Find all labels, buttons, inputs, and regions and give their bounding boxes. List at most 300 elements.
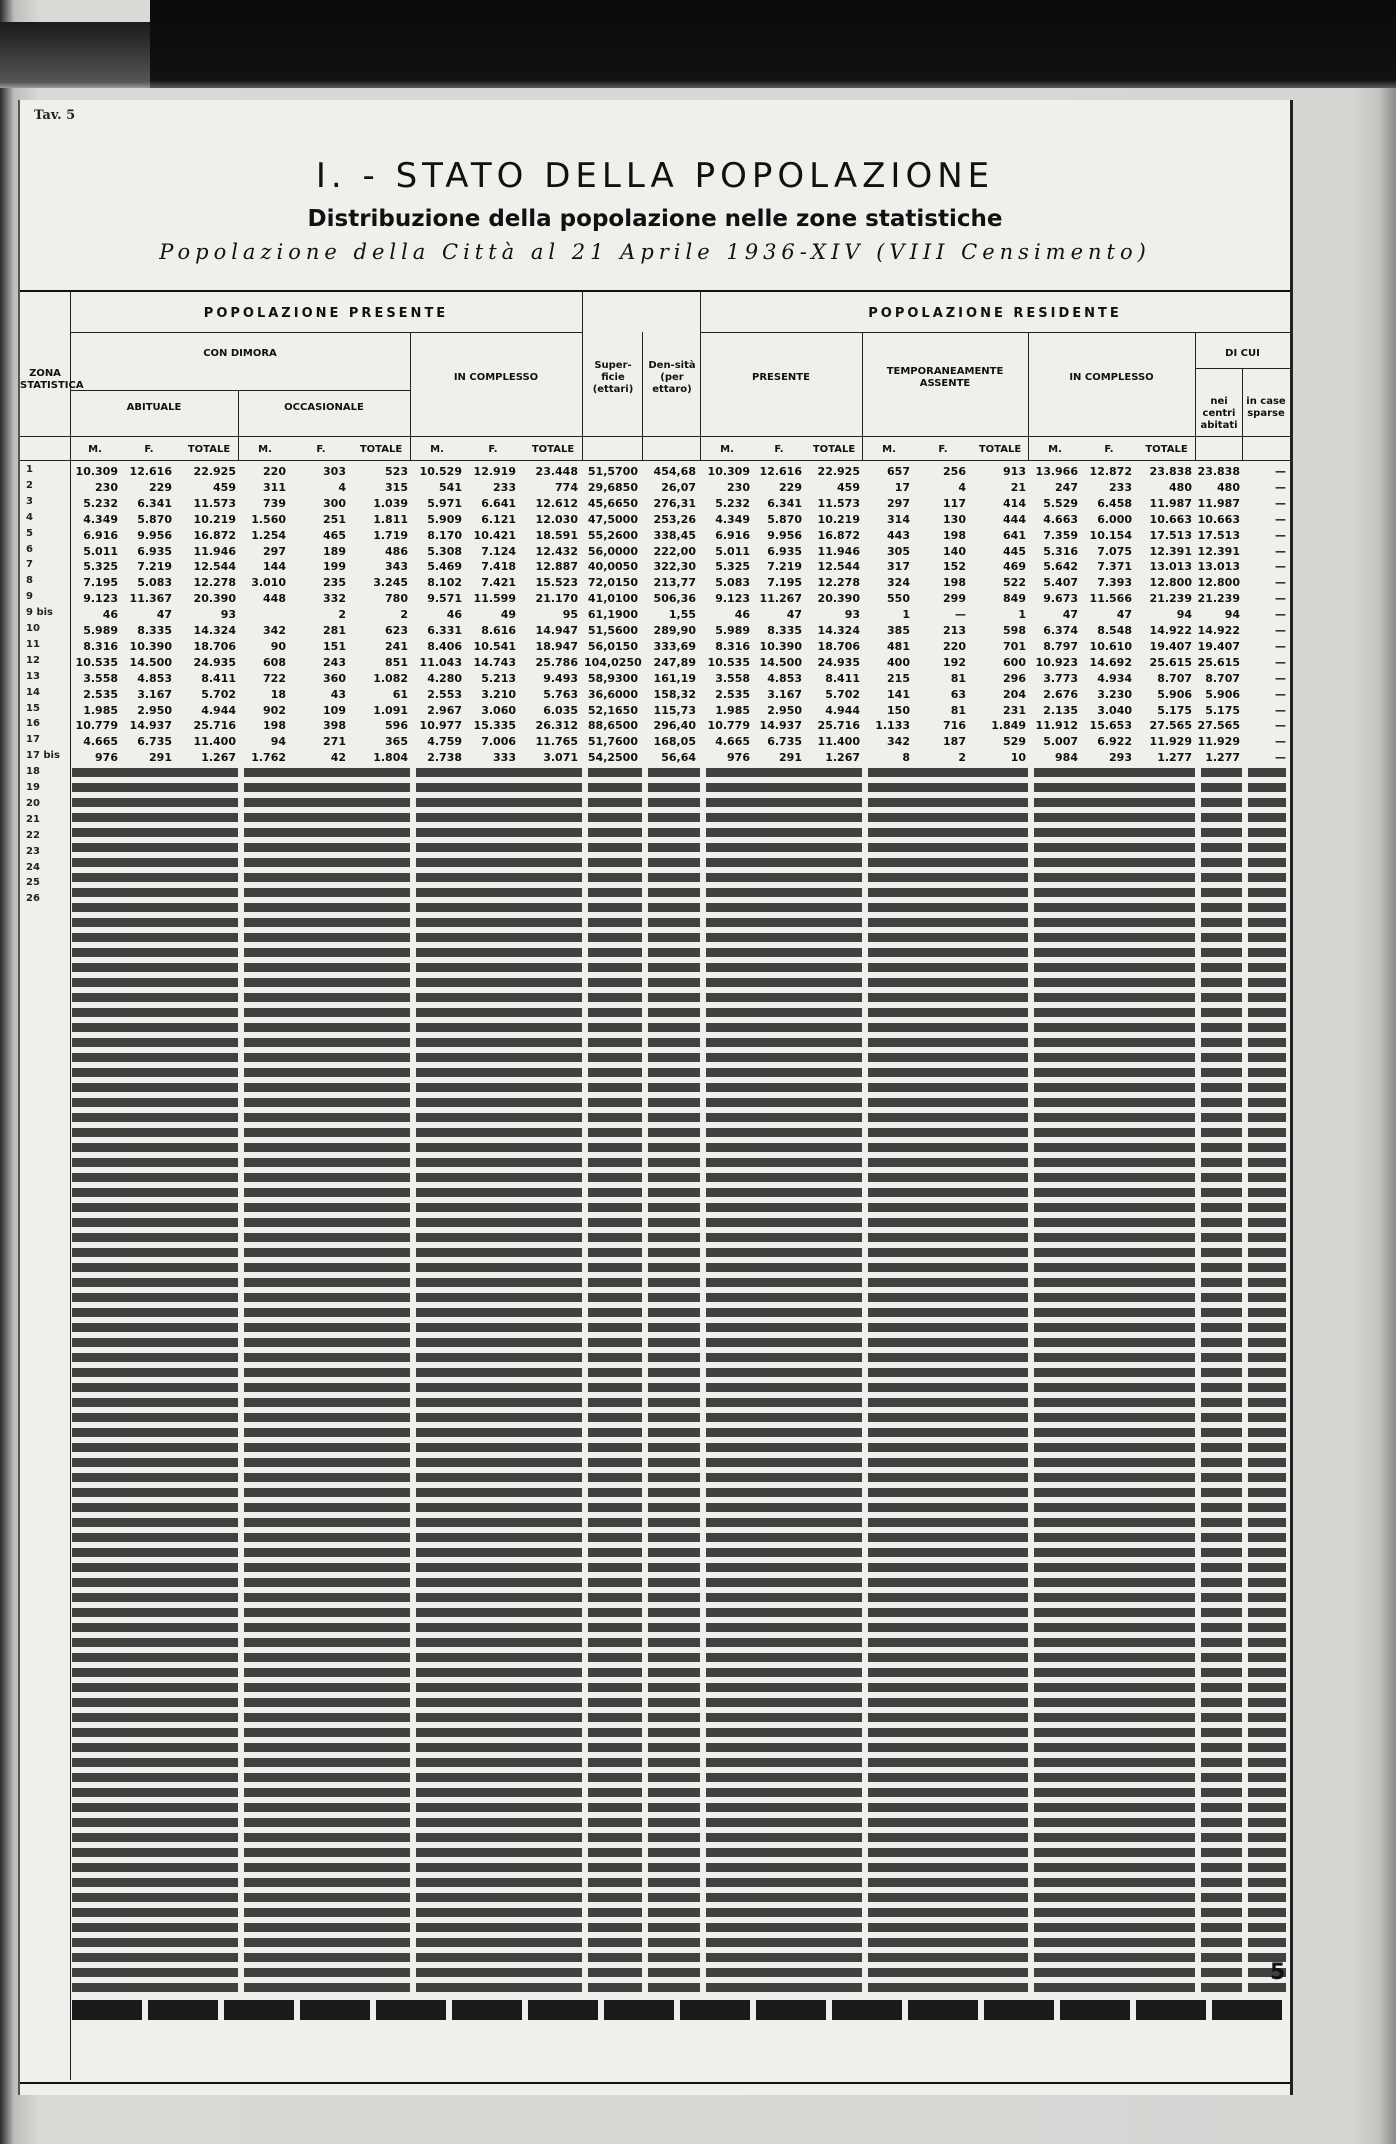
table-cell: 1.039: [373, 496, 408, 510]
table-cell: 4.934: [1097, 671, 1132, 685]
table-cell: 5.308: [427, 544, 462, 558]
table-cell: 657: [887, 465, 910, 478]
table-cell: 5.642: [1043, 560, 1078, 574]
table-cell: 469: [1003, 560, 1026, 574]
table-cell: 2.950: [137, 703, 172, 717]
table-cell: 14.743: [473, 655, 516, 669]
table-cell: 12.800: [1149, 576, 1192, 590]
table-cell: 1: [1018, 608, 1026, 622]
table-cell: 204: [1003, 687, 1026, 701]
table-cell: 198: [943, 528, 966, 542]
table-cell: 541: [439, 480, 462, 494]
zone-number: 19: [26, 782, 40, 793]
table-cell: 6.916: [715, 528, 750, 542]
table-cell: 29,6850: [587, 480, 638, 494]
table-cell: 2.135: [1043, 703, 1078, 717]
table-cell: 8.797: [1043, 639, 1078, 653]
table-cell: 414: [1003, 496, 1026, 510]
table-cell: 3.060: [481, 703, 516, 717]
table-cell: —: [1275, 465, 1286, 478]
table-cell: 3.071: [543, 751, 578, 765]
table-cell: 11.573: [817, 496, 860, 510]
table-cell: 365: [385, 735, 408, 749]
table-cell: 7.371: [1097, 560, 1132, 574]
table-cell: 2.535: [83, 687, 118, 701]
table-cell: 56,0000: [587, 544, 638, 558]
table-cell: 229: [779, 480, 802, 494]
table-cell: 291: [779, 751, 802, 765]
table-cell: 220: [943, 639, 966, 653]
table-cell: 317: [887, 560, 910, 574]
table-cell: 3.210: [481, 687, 516, 701]
header-nei-centri: nei centri abitati: [1200, 396, 1238, 431]
zone-number: 7: [26, 559, 33, 571]
table-cell: 151: [323, 639, 346, 653]
table-cell: 215: [887, 671, 910, 685]
table-cell: 47: [1116, 608, 1132, 622]
table-cell: 4.349: [83, 512, 118, 526]
zone-number: 8: [26, 575, 33, 587]
table-cell: 454,68: [653, 465, 696, 478]
table-cell: 2.676: [1043, 687, 1078, 701]
table-cell: 6.341: [137, 496, 172, 510]
table-cell: 12.030: [535, 512, 578, 526]
table-cell: 4.663: [1043, 512, 1078, 526]
illegible-gap: [700, 768, 706, 1993]
table-cell: 385: [887, 624, 910, 637]
table-cell: 117: [943, 496, 966, 510]
table-cell: 198: [263, 719, 286, 733]
col-head-totale: TOTALE: [359, 444, 403, 455]
table-cell: 51,7600: [587, 735, 638, 749]
zone-number: 26: [26, 893, 40, 905]
col-head-f: F.: [488, 444, 498, 455]
table-cell: 11.367: [129, 592, 172, 606]
table-cell: 300: [323, 496, 346, 510]
header-rule-bottom: [20, 460, 1290, 461]
table-cell: 1.267: [201, 751, 236, 765]
table-cell: 14.922: [1197, 624, 1240, 637]
table-cell: 400: [887, 655, 910, 669]
col-divider: [1028, 332, 1029, 460]
table-cell: 130: [943, 512, 966, 526]
illegible-gap: [1028, 768, 1034, 1993]
table-cell: 4: [338, 480, 346, 494]
zone-number: 3: [26, 495, 33, 507]
table-cell: 529: [1003, 735, 1026, 749]
table-cell: 19.407: [1197, 639, 1240, 653]
table-cell: 11.987: [1197, 496, 1240, 510]
table-cell: 10.390: [129, 639, 172, 653]
header-rule-presente: [70, 332, 582, 333]
table-cell: 338,45: [653, 528, 696, 542]
table-cell: 25.615: [1149, 655, 1192, 669]
table-cell: 10.219: [193, 512, 236, 526]
table-cell: 63: [950, 687, 966, 701]
table-cell: 18.591: [535, 528, 578, 542]
table-cell: 51,5600: [587, 624, 638, 637]
table-cell: 445: [1003, 544, 1026, 558]
table-row: [20, 512, 1290, 527]
table-cell: 360: [323, 671, 346, 685]
table-cell: 22.925: [817, 465, 860, 478]
table-cell: 2: [958, 751, 966, 765]
table-cell: 5.702: [825, 687, 860, 701]
table-cell: 12.544: [817, 560, 860, 574]
page-title: I. - STATO DELLA POPOLAZIONE: [315, 156, 995, 196]
zone-number: 12: [26, 654, 40, 666]
table-cell: 5.971: [427, 496, 462, 510]
table-cell: 233: [1109, 480, 1132, 494]
table-cell: 220: [263, 465, 286, 478]
table-cell: 5.989: [83, 624, 118, 637]
table-cell: 5.763: [543, 687, 578, 701]
table-cell: 12.432: [535, 544, 578, 558]
table-cell: 3.245: [373, 576, 408, 590]
table-cell: 19.407: [1149, 639, 1192, 653]
illegible-gap: [642, 768, 648, 1993]
table-row: [20, 750, 1290, 765]
table-cell: —: [1275, 544, 1286, 558]
table-cell: 3.558: [715, 671, 750, 685]
table-cell: 6.916: [83, 528, 118, 542]
zone-number: 25: [26, 877, 40, 889]
table-cell: 6.000: [1097, 512, 1132, 526]
header-res-presente: PRESENTE: [752, 372, 810, 383]
table-cell: 465: [323, 528, 346, 542]
table-cell: 5.232: [83, 496, 118, 510]
table-cell: —: [1275, 512, 1286, 526]
table-cell: 10.535: [707, 655, 750, 669]
table-cell: 12.278: [817, 576, 860, 590]
table-cell: 17.513: [1149, 528, 1192, 542]
table-cell: 8.548: [1097, 624, 1132, 637]
table-cell: 1.804: [373, 751, 408, 765]
col-head-m: M.: [88, 444, 102, 455]
table-cell: 9.571: [427, 592, 462, 606]
table-cell: 5.316: [1043, 544, 1078, 558]
table-cell: 16.872: [817, 528, 860, 542]
table-cell: 1.082: [373, 671, 408, 685]
table-cell: 36,6000: [587, 687, 638, 701]
table-cell: 3.040: [1097, 703, 1132, 717]
table-cell: 18.706: [817, 639, 860, 653]
table-cell: 88,6500: [587, 719, 638, 733]
table-cell: 94: [1224, 608, 1240, 622]
table-cell: 41,0100: [587, 592, 638, 606]
zone-number: 1: [26, 464, 33, 475]
col-head-m: M.: [1048, 444, 1062, 455]
zone-number: 6: [26, 543, 33, 555]
table-cell: 5.083: [715, 576, 750, 590]
table-cell: 8.170: [427, 528, 462, 542]
table-cell: 459: [213, 480, 236, 494]
table-cell: 21.170: [535, 592, 578, 606]
table-cell: 46: [446, 608, 462, 622]
zone-number: 22: [26, 829, 40, 841]
table-cell: 56,0150: [587, 639, 638, 653]
table-row: [20, 464, 1290, 479]
table-cell: 42: [330, 751, 346, 765]
table-cell: 21: [1010, 480, 1026, 494]
table-row: [20, 687, 1290, 702]
table-cell: 5.325: [83, 560, 118, 574]
table-cell: 11.912: [1035, 719, 1078, 733]
table-cell: 95: [562, 608, 578, 622]
table-cell: 623: [385, 624, 408, 637]
table-cell: 23.448: [535, 465, 578, 478]
table-cell: 305: [887, 544, 910, 558]
table-cell: 109: [323, 703, 346, 717]
table-cell: 13.013: [1197, 560, 1240, 574]
table-cell: 14.324: [817, 624, 860, 637]
table-cell: 10.529: [419, 465, 462, 478]
table-cell: 9.123: [715, 592, 750, 606]
table-cell: 72,0150: [587, 576, 638, 590]
zone-number: 4: [26, 511, 33, 523]
table-cell: 276,31: [653, 496, 696, 510]
table-cell: 241: [385, 639, 408, 653]
col-divider: [238, 390, 239, 460]
table-cell: 459: [837, 480, 860, 494]
header-res-in-complesso: IN COMPLESSO: [1069, 372, 1154, 383]
table-cell: 9.673: [1043, 592, 1078, 606]
table-cell: 10.779: [707, 719, 750, 733]
table-cell: 4.665: [715, 735, 750, 749]
table-cell: 55,2600: [587, 528, 638, 542]
table-cell: 4.944: [825, 703, 860, 717]
header-zone: ZONA STATISTICA: [20, 368, 84, 391]
table-cell: 10.977: [419, 719, 462, 733]
table-cell: 11.267: [759, 592, 802, 606]
table-cell: 12.616: [759, 465, 802, 478]
table-cell: 21.239: [1149, 592, 1192, 606]
zone-number: 15: [26, 702, 40, 714]
table-cell: 5.011: [715, 544, 750, 558]
table-cell: 902: [263, 703, 286, 717]
illegible-gap: [582, 768, 588, 1993]
table-cell: 343: [385, 560, 408, 574]
table-cell: 598: [1003, 624, 1026, 637]
table-cell: 596: [385, 719, 408, 733]
table-cell: 14.922: [1149, 624, 1192, 637]
table-cell: 722: [263, 671, 286, 685]
table-cell: 25.615: [1197, 655, 1240, 669]
table-cell: 311: [263, 480, 286, 494]
table-cell: 780: [385, 592, 408, 606]
table-cell: 3.010: [251, 576, 286, 590]
table-cell: 3.773: [1043, 671, 1078, 685]
table-cell: 189: [323, 544, 346, 558]
page-subtitle: Distribuzione della popolazione nelle zone statistiche: [307, 206, 1003, 232]
table-cell: 11.566: [1089, 592, 1132, 606]
table-cell: 506,36: [653, 592, 696, 606]
table-cell: 5.083: [137, 576, 172, 590]
table-cell: 11.599: [473, 592, 516, 606]
table-cell: 6.735: [767, 735, 802, 749]
col-head-m: M.: [430, 444, 444, 455]
table-cell: 56,64: [661, 751, 696, 765]
table-cell: 45,6650: [587, 496, 638, 510]
table-cell: 716: [943, 719, 966, 733]
table-row: [20, 591, 1290, 606]
col-head-totale: TOTALE: [812, 444, 856, 455]
table-cell: 61,1900: [587, 608, 638, 622]
table-cell: 486: [385, 544, 408, 558]
header-in-complesso: IN COMPLESSO: [453, 372, 539, 383]
table-cell: 12.919: [473, 465, 516, 478]
illegible-gap: [1195, 768, 1201, 1993]
table-cell: —: [1275, 703, 1286, 717]
table-cell: 984: [1055, 751, 1078, 765]
document-page: [18, 100, 1293, 2095]
table-cell: 2.950: [767, 703, 802, 717]
table-cell: 47,5000: [587, 512, 638, 526]
table-cell: 8.316: [715, 639, 750, 653]
table-cell: 7.393: [1097, 576, 1132, 590]
header-popolazione-residente: POPOLAZIONE RESIDENTE: [868, 306, 1122, 321]
table-cell: 231: [1003, 703, 1026, 717]
table-cell: 1.811: [373, 512, 408, 526]
table-cell: 26.312: [535, 719, 578, 733]
table-cell: —: [1275, 687, 1286, 701]
table-cell: 14.500: [759, 655, 802, 669]
table-cell: 8.411: [201, 671, 236, 685]
col-divider: [862, 332, 863, 460]
table-cell: 11.400: [817, 735, 860, 749]
table-cell: —: [1275, 639, 1286, 653]
zone-number: 17 bis: [26, 750, 60, 762]
zone-number: 5: [26, 527, 33, 539]
table-cell: 5.870: [137, 512, 172, 526]
table-row: [20, 544, 1290, 559]
table-cell: 22.925: [193, 465, 236, 478]
col-head-f: F.: [1104, 444, 1114, 455]
illegible-gap: [862, 768, 868, 1993]
table-cell: 20.390: [817, 592, 860, 606]
table-cell: 1.133: [875, 719, 910, 733]
table-cell: 8.411: [825, 671, 860, 685]
table-cell: 333,69: [653, 639, 696, 653]
table-cell: 289,90: [653, 624, 696, 637]
table-cell: 199: [323, 560, 346, 574]
table-cell: 10.309: [707, 465, 750, 478]
table-cell: 24.935: [817, 655, 860, 669]
table-cell: 54,2500: [587, 751, 638, 765]
table-cell: 2.967: [427, 703, 462, 717]
table-cell: 5.909: [427, 512, 462, 526]
table-row: [20, 528, 1290, 543]
table-cell: 8.335: [137, 624, 172, 637]
table-cell: 297: [887, 496, 910, 510]
table-cell: 168,05: [653, 735, 696, 749]
table-cell: 5.469: [427, 560, 462, 574]
table-cell: 332: [323, 592, 346, 606]
col-head-f: F.: [144, 444, 154, 455]
table-row: [20, 703, 1290, 718]
table-cell: 11.946: [817, 544, 860, 558]
table-cell: 398: [323, 719, 346, 733]
zone-number: 10: [26, 623, 40, 634]
col-head-totale: TOTALE: [531, 444, 575, 455]
table-cell: 6.035: [543, 703, 578, 717]
table-cell: 12.612: [535, 496, 578, 510]
table-row: [20, 734, 1290, 749]
header-densita: Den-sità (per ettaro): [648, 360, 696, 395]
col-divider: [410, 332, 411, 460]
table-cell: 641: [1003, 528, 1026, 542]
header-popolazione-presente: POPOLAZIONE PRESENTE: [203, 306, 449, 321]
table-cell: 18.706: [193, 639, 236, 653]
table-cell: 9.123: [83, 592, 118, 606]
table-cell: 976: [95, 751, 118, 765]
table-cell: —: [1275, 608, 1286, 622]
illegible-gap: [1242, 768, 1248, 1993]
table-cell: 18: [270, 687, 286, 701]
table-cell: 849: [1003, 592, 1026, 606]
table-cell: 10.309: [75, 465, 118, 478]
table-cell: 5.007: [1043, 735, 1078, 749]
zone-number: 2: [26, 479, 33, 491]
table-cell: 1,55: [668, 608, 696, 622]
table-cell: —: [1275, 560, 1286, 574]
table-cell: 600: [1003, 655, 1026, 669]
header-occasionale: OCCASIONALE: [284, 402, 364, 413]
table-cell: 20.390: [193, 592, 236, 606]
table-cell: 13.966: [1035, 465, 1078, 478]
table-row: [20, 607, 1290, 622]
table-cell: 281: [323, 624, 346, 637]
header-abituale: ABITUALE: [126, 402, 182, 413]
table-cell: 8: [902, 751, 910, 765]
table-cell: 11.946: [193, 544, 236, 558]
table-cell: 49: [500, 608, 516, 622]
table-cell: 61: [392, 687, 408, 701]
table-cell: 18.947: [535, 639, 578, 653]
col-head-m: M.: [882, 444, 896, 455]
table-cell: 5.906: [1205, 687, 1240, 701]
col-head-f: F.: [938, 444, 948, 455]
table-cell: 448: [263, 592, 286, 606]
table-cell: 7.418: [481, 560, 516, 574]
table-cell: 15.523: [535, 576, 578, 590]
table-cell: 11.400: [193, 735, 236, 749]
table-cell: 25.716: [817, 719, 860, 733]
table-cell: 12.872: [1089, 465, 1132, 478]
table-cell: 739: [263, 496, 286, 510]
table-cell: 213,77: [653, 576, 696, 590]
table-cell: 192: [943, 655, 966, 669]
page-tag: Tav. 5: [34, 108, 76, 123]
table-cell: 550: [887, 592, 910, 606]
header-con-dimora: CON DIMORA: [203, 348, 277, 359]
table-cell: 14.937: [129, 719, 172, 733]
table-cell: 90: [270, 639, 286, 653]
table-cell: 4.349: [715, 512, 750, 526]
table-cell: 8.406: [427, 639, 462, 653]
table-cell: 4.853: [137, 671, 172, 685]
table-cell: 293: [1109, 751, 1132, 765]
table-cell: 1.762: [251, 751, 286, 765]
zone-number: 14: [26, 686, 40, 698]
table-cell: 10.421: [473, 528, 516, 542]
table-cell: 11.929: [1149, 735, 1192, 749]
table-cell: —: [955, 608, 966, 622]
table-cell: 6.935: [767, 544, 802, 558]
table-cell: 8.316: [83, 639, 118, 653]
table-cell: 6.374: [1043, 624, 1078, 637]
table-cell: 161,19: [653, 671, 696, 685]
